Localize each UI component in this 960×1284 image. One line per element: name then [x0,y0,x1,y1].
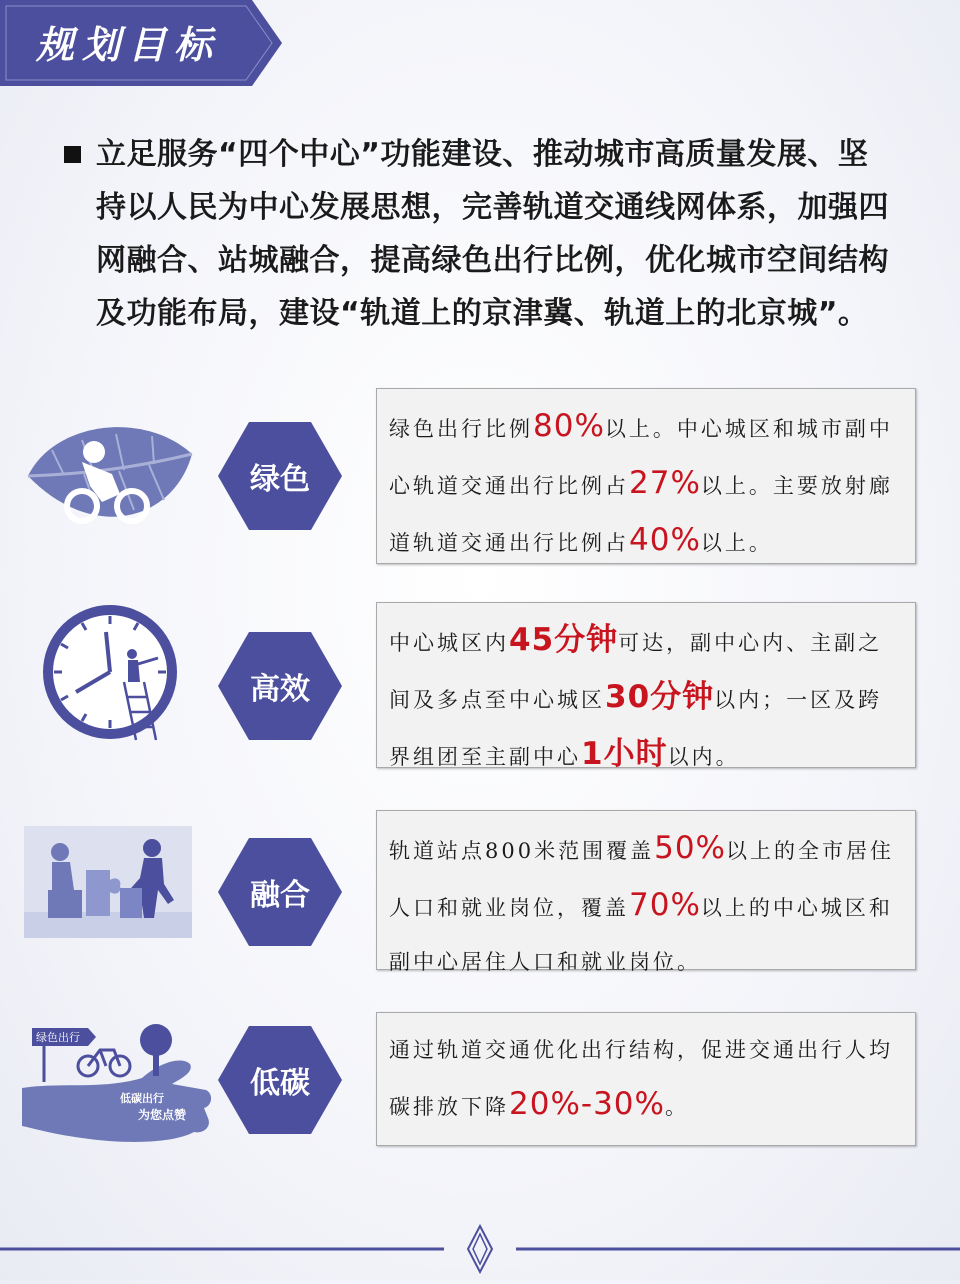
section-description [376,602,916,772]
section-description [376,1012,916,1146]
desc-text: 以上。主要放射廊道轨道交通出行比例占 [389,474,893,555]
desc-text: 以上的中心城区和副中心居住人口和就业岗位。 [389,896,893,974]
highlight-value: 30分钟 [605,679,715,715]
desc-text: 以上的全市居住人口和就业岗位，覆盖 [389,839,894,920]
section-label: 低碳 [250,1066,310,1101]
desc-text: 。 [665,1095,689,1119]
square-bullet-icon [64,146,81,163]
highlight-value: 80% [533,408,605,444]
desc-text: 以内；一区及跨界组团至主副中心 [389,688,883,769]
desc-text: 绿色出行比例 [389,417,533,441]
page-title: 规划目标 [36,22,221,67]
highlight-value: 1小时 [581,736,668,772]
section-label: 绿色 [250,462,310,497]
puzzle-people-icon [24,826,192,942]
highlight-value: 20%-30% [509,1086,665,1122]
footer-divider [0,1220,960,1280]
highlight-value: 40% [629,522,701,558]
section-label: 融合 [250,878,310,913]
low-carbon-hand-icon [22,1018,214,1148]
illustration-text-2: 为您点赞 [138,1108,187,1122]
hexagon-label-green [218,422,342,530]
desc-text: 通过轨道交通优化出行结构，促进交通出行人均碳排放下降 [389,1038,893,1119]
section-description [376,388,916,564]
desc-text: 中心城区内 [389,631,509,655]
highlight-value: 27% [629,465,701,501]
highlight-value: 70% [629,887,701,923]
desc-text: 以上。 [700,531,773,555]
section-label: 高效 [250,672,310,707]
title-banner [0,0,282,86]
hexagon-label-integration [218,838,342,946]
section-description [376,810,916,974]
intro-text: 立足服务“四个中心”功能建设、推动城市高质量发展、坚持以人民为中心发展思想，完善轨道交通线网体系，加强四网融合、站城融合，提高绿色出行比例，优化城市空间结构及功能布局，建设“轨道上的京津冀、轨道上的北京城”。 [96,137,889,331]
illustration-sign-text: 绿色出行 [36,1031,80,1044]
desc-text: 以上。中心城区和城市副中心轨道交通出行比例占 [389,417,893,498]
desc-text: 轨道站点800米范围覆盖 [389,839,655,863]
intro-paragraph [60,128,890,340]
desc-text: 可达，副中心内、主副之间及多点至中心城区 [389,631,883,712]
leaf-cyclist-icon [24,414,196,542]
highlight-value: 45分钟 [509,622,619,658]
desc-text: 以内。 [667,745,740,769]
hexagon-label-efficient [218,632,342,740]
clock-icon [40,602,180,746]
illustration-text-1: 低碳出行 [120,1092,164,1105]
hexagon-label-low-carbon [218,1026,342,1134]
highlight-value: 50% [654,830,726,866]
